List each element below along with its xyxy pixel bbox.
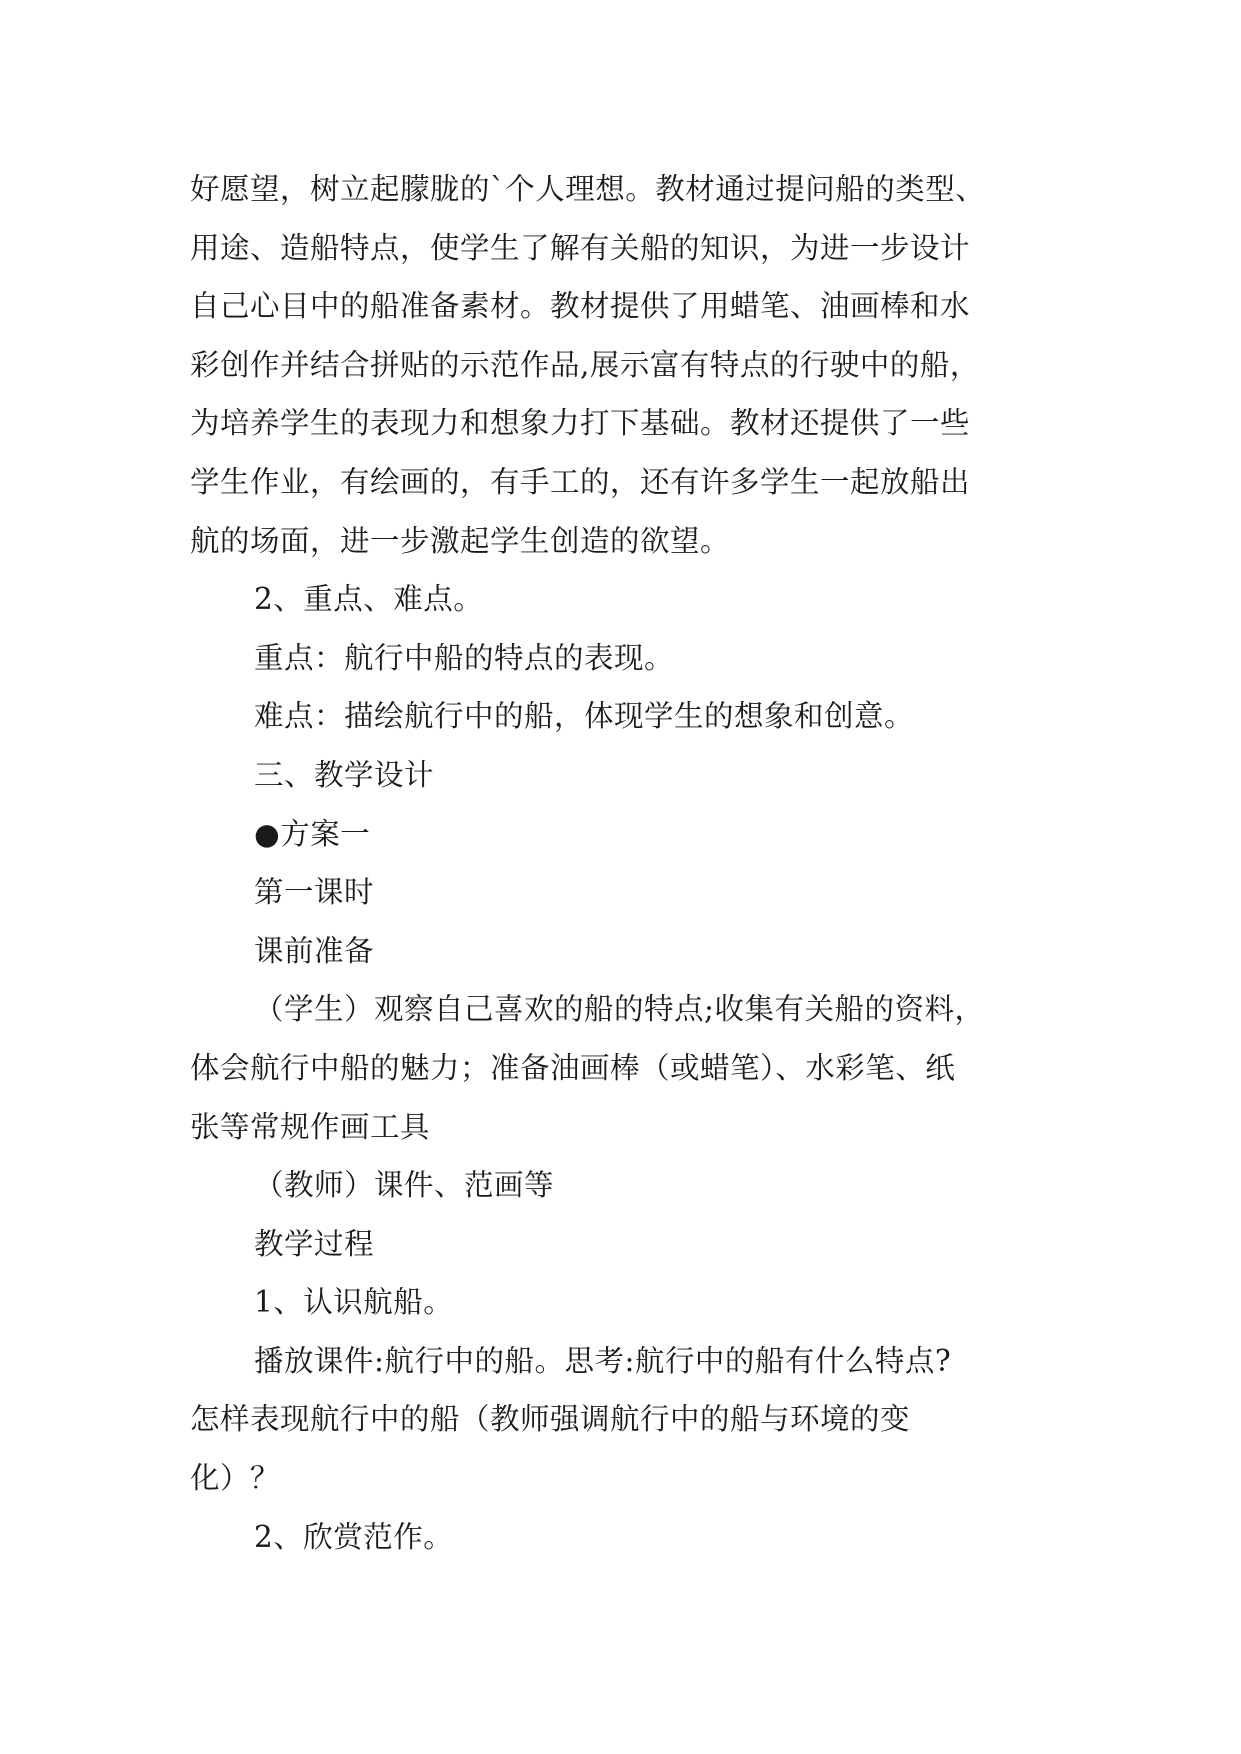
section-heading: 三、教学设计 xyxy=(254,757,435,792)
section-heading: 课前准备 xyxy=(254,933,375,968)
text-line: 播放课件:航行中的船。思考:航行中的船有什么特点? xyxy=(254,1343,952,1378)
text-line: 学生作业，有绘画的，有手工的，还有许多学生一起放船出 xyxy=(190,464,971,499)
text-line: 重点：航行中船的特点的表现。 xyxy=(254,640,675,675)
document-body xyxy=(190,160,1060,1566)
section-heading: 教学过程 xyxy=(254,1226,375,1261)
text-line: 彩创作并结合拼贴的示范作品,展示富有特点的行驶中的船， xyxy=(190,347,980,382)
section-heading: 2、重点、难点。 xyxy=(254,582,484,617)
section-heading: 第一课时 xyxy=(254,875,375,910)
text-line: （学生）观察自己喜欢的船的特点;收集有关船的资料， xyxy=(254,992,985,1027)
text-line: 难点：描绘航行中的船，体现学生的想象和创意。 xyxy=(254,699,915,734)
text-line: 体会航行中船的魅力；准备油画棒（或蜡笔）、水彩笔、纸 xyxy=(190,1050,956,1085)
text-line: 用途、造船特点，使学生了解有关船的知识，为进一步设计 xyxy=(190,230,971,265)
text-line: 好愿望，树立起朦胧的`个人理想。教材通过提问船的类型、 xyxy=(190,172,986,206)
text-line: （教师）课件、范画等 xyxy=(254,1168,555,1203)
text-line: 张等常规作画工具 xyxy=(190,1109,431,1144)
section-heading: 1、认识航船。 xyxy=(254,1285,454,1320)
section-heading: 2、欣赏范作。 xyxy=(254,1519,454,1554)
text-line: 自己心目中的船准备素材。教材提供了用蜡笔、油画棒和水 xyxy=(190,289,971,324)
text-line: 航的场面，进一步激起学生创造的欲望。 xyxy=(190,523,731,558)
text-line: 化）？ xyxy=(190,1461,281,1496)
text-line: 怎样表现航行中的船（教师强调航行中的船与环境的变 xyxy=(190,1402,911,1437)
section-heading: ●方案一 xyxy=(254,816,371,851)
text-line: 为培养学生的表现力和想象力打下基础。教材还提供了一些 xyxy=(190,406,971,441)
